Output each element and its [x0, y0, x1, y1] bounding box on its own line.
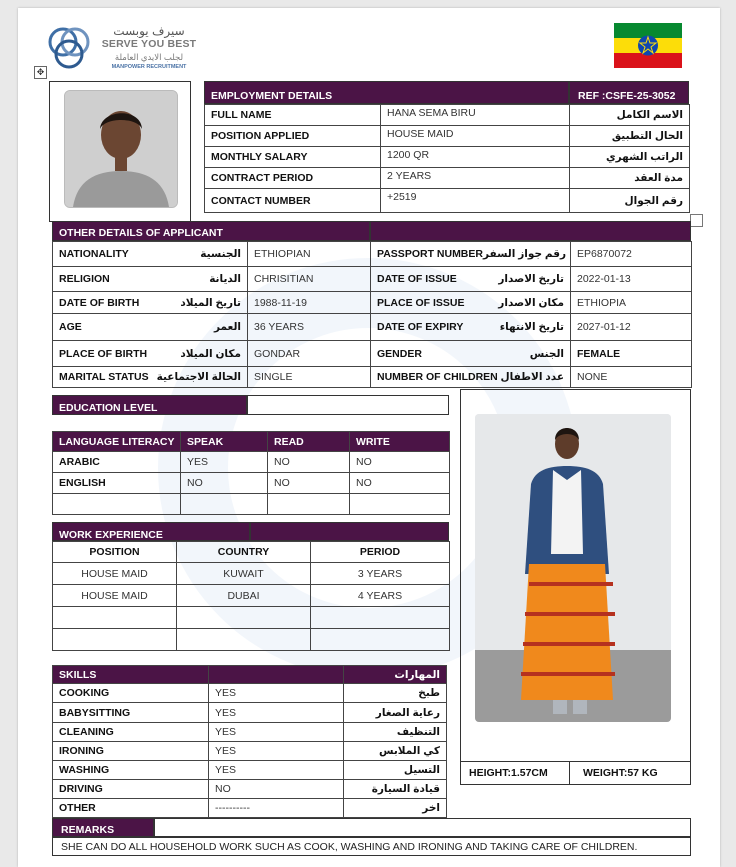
skill-name: BABYSITTING [53, 703, 209, 723]
full-body-image [475, 414, 671, 722]
other-details-table [52, 241, 692, 388]
field-value: HOUSE MAID [381, 126, 570, 147]
work-cell: HOUSE MAID [53, 563, 177, 585]
field-label-pair [53, 341, 248, 367]
field-label: FULL NAME [205, 105, 381, 126]
field-label-arabic: الجنسية [200, 248, 241, 260]
work-cell: KUWAIT [177, 563, 311, 585]
remarks-text: SHE CAN DO ALL HOUSEHOLD WORK SUCH AS COOK, WASHING AND IRONING AND TAKING CARE OF CHILDREN. [52, 837, 691, 856]
skill-row [53, 684, 447, 703]
skill-value: YES [209, 684, 344, 703]
field-label: POSITION APPLIED [205, 126, 381, 147]
employment-details-table [204, 104, 690, 213]
field-label: GENDER [377, 347, 422, 360]
skills-header-row [53, 666, 447, 684]
weight-value: WEIGHT:57 KG [583, 767, 658, 779]
work-cell [53, 629, 177, 651]
field-label-pair [371, 242, 571, 267]
field-value: 2027-01-12 [571, 314, 692, 341]
work-header-row [53, 542, 450, 563]
language-value: NO [181, 473, 268, 494]
skill-name: OTHER [53, 799, 209, 818]
work-experience-header-right [250, 522, 449, 541]
logo-tagline: MANPOWER RECRUITMENT [111, 64, 187, 70]
field-label: RELIGION [59, 273, 110, 285]
education-level-value [247, 395, 449, 415]
portrait-photo [64, 90, 178, 208]
employment-row [205, 168, 690, 189]
work-cell: 3 YEARS [311, 563, 450, 585]
column-header: COUNTRY [177, 542, 311, 563]
work-cell [311, 629, 450, 651]
field-value: HANA SEMA BIRU [381, 105, 570, 126]
table-move-handle-icon[interactable]: ✥ [34, 66, 47, 79]
language-value: NO [350, 473, 450, 494]
employment-details-header: EMPLOYMENT DETAILS [204, 81, 569, 104]
field-label-arabic: مكان الميلاد [180, 347, 241, 360]
skill-name-arabic: التسيل [344, 761, 447, 780]
skill-name: IRONING [53, 742, 209, 761]
field-value: ETHIOPIA [571, 292, 692, 314]
field-label-arabic: تاريخ الانتهاء [499, 321, 564, 333]
skill-row [53, 742, 447, 761]
skill-value: ---------- [209, 799, 344, 818]
full-body-photo [475, 414, 671, 722]
language-value [350, 494, 450, 515]
reference-number: REF :CSFE-25-3052 [569, 81, 689, 104]
language-value [268, 494, 350, 515]
column-header: READ [268, 432, 350, 452]
field-value: EP6870072 [571, 242, 692, 267]
language-value: NO [268, 473, 350, 494]
work-experience-table [52, 541, 450, 651]
skill-value: YES [209, 723, 344, 742]
field-value: FEMALE [571, 341, 692, 367]
skill-name-arabic: رعاية الصغار [344, 703, 447, 723]
language-row [53, 473, 450, 494]
field-label-pair [53, 367, 248, 388]
work-row [53, 585, 450, 607]
field-label-arabic: تاريخ الميلاد [180, 296, 241, 309]
field-value: ETHIOPIAN [248, 242, 371, 267]
work-cell [53, 607, 177, 629]
skill-row [53, 799, 447, 818]
field-label-pair [371, 267, 571, 292]
column-header: LANGUAGE LITERACY [53, 432, 181, 452]
company-logo [46, 24, 206, 74]
field-value: NONE [571, 367, 692, 388]
column-header: SPEAK [181, 432, 268, 452]
logo-mark-icon [46, 24, 92, 72]
field-label: PASSPORT NUMBER [377, 248, 483, 260]
language-row [53, 494, 450, 515]
employment-row [205, 147, 690, 168]
document-page [18, 8, 720, 867]
height-value: HEIGHT:1.57CM [469, 767, 548, 779]
work-cell [177, 607, 311, 629]
column-header: WRITE [350, 432, 450, 452]
language-literacy-table [52, 431, 450, 515]
field-label-pair [53, 267, 248, 292]
field-label-arabic: مكان الاصدار [498, 296, 564, 309]
field-value: 1200 QR [381, 147, 570, 168]
other-details-row [53, 341, 692, 367]
work-cell: HOUSE MAID [53, 585, 177, 607]
work-experience-header: WORK EXPERIENCE [52, 522, 250, 541]
field-label-arabic: الراتب الشهري [570, 147, 690, 168]
skill-value: NO [209, 780, 344, 799]
field-label-arabic: عدد الاطفال [500, 371, 564, 383]
language-value: NO [268, 452, 350, 473]
field-label: NUMBER OF CHILDREN [377, 371, 498, 383]
table-resize-handle[interactable] [690, 214, 703, 227]
skills-header-spacer [209, 666, 344, 684]
field-value: GONDAR [248, 341, 371, 367]
field-label-arabic: الحالة الاجتماعية [156, 371, 241, 383]
language-name: ENGLISH [53, 473, 181, 494]
column-header: PERIOD [311, 542, 450, 563]
field-label-pair [53, 292, 248, 314]
employment-row [205, 126, 690, 147]
logo-name: SERVE YOU BEST [101, 38, 197, 50]
field-label-pair [53, 314, 248, 341]
skill-row [53, 761, 447, 780]
field-label: DATE OF ISSUE [377, 273, 457, 285]
work-cell [177, 629, 311, 651]
field-label-arabic: رقم جواز السفر [482, 248, 567, 260]
skill-name: COOKING [53, 684, 209, 703]
work-cell: 4 YEARS [311, 585, 450, 607]
language-header-row [53, 432, 450, 452]
skill-row [53, 703, 447, 723]
language-value: NO [350, 452, 450, 473]
flag-icon [614, 23, 682, 68]
field-label: CONTRACT PERIOD [205, 168, 381, 189]
field-label: AGE [59, 321, 82, 333]
language-name [53, 494, 181, 515]
field-label-arabic: مدة العقد [570, 168, 690, 189]
field-label-arabic: رقم الجوال [570, 189, 690, 213]
skill-name-arabic: كي الملابس [344, 742, 447, 761]
field-label-pair [371, 314, 571, 341]
field-label-arabic: الحال التطبيق [570, 126, 690, 147]
field-value: 1988-11-19 [248, 292, 371, 314]
column-header: POSITION [53, 542, 177, 563]
skill-value: YES [209, 761, 344, 780]
skill-name: DRIVING [53, 780, 209, 799]
language-value [181, 494, 268, 515]
logo-arabic-text: سيرف يوبست [113, 24, 185, 38]
skills-table [52, 665, 447, 818]
field-label: NATIONALITY [59, 248, 129, 260]
field-label: MARITAL STATUS [59, 371, 149, 383]
field-label-arabic: الجنس [529, 347, 564, 360]
field-label-pair [371, 367, 571, 388]
field-label-arabic: الاسم الكامل [570, 105, 690, 126]
full-body-photo-frame [460, 389, 691, 785]
field-label-pair [371, 292, 571, 314]
other-details-row [53, 367, 692, 388]
field-value: 36 YEARS [248, 314, 371, 341]
other-details-row [53, 314, 692, 341]
skill-name: CLEANING [53, 723, 209, 742]
field-value: SINGLE [248, 367, 371, 388]
field-label-arabic: الديانة [209, 273, 241, 285]
field-value: CHRISITIAN [248, 267, 371, 292]
skill-name-arabic: التنظيف [344, 723, 447, 742]
field-label: CONTACT NUMBER [205, 189, 381, 213]
logo-arabic-sub: لجلب الايدي العاملة [114, 52, 184, 62]
other-details-row [53, 267, 692, 292]
field-label-arabic: العمر [213, 321, 241, 333]
skills-header: SKILLS [53, 666, 209, 684]
education-level-label: EDUCATION LEVEL [52, 395, 247, 415]
language-row [53, 452, 450, 473]
work-row [53, 629, 450, 651]
other-details-row [53, 242, 692, 267]
language-name: ARABIC [53, 452, 181, 473]
field-label-pair [371, 341, 571, 367]
other-details-header: OTHER DETAILS OF APPLICANT [52, 221, 370, 241]
field-label-arabic: تاريخ الاصدار [498, 273, 564, 285]
field-value: 2022-01-13 [571, 267, 692, 292]
work-cell [311, 607, 450, 629]
employment-row [205, 189, 690, 213]
portrait-photo-frame [49, 81, 191, 222]
field-label: MONTHLY SALARY [205, 147, 381, 168]
field-label: PLACE OF BIRTH [59, 347, 148, 360]
field-label: DATE OF BIRTH [59, 296, 140, 309]
remarks-header: REMARKS [52, 818, 154, 837]
field-label-pair [53, 242, 248, 267]
skill-value: YES [209, 703, 344, 723]
employment-row [205, 105, 690, 126]
work-row [53, 607, 450, 629]
skill-row [53, 780, 447, 799]
skill-name-arabic: طبخ [344, 684, 447, 703]
skill-row [53, 723, 447, 742]
skills-header-arabic: المهارات [344, 666, 447, 684]
field-value: +2519 [381, 189, 570, 213]
work-cell: DUBAI [177, 585, 311, 607]
field-label: DATE OF EXPIRY [377, 321, 464, 333]
other-details-header-right [370, 221, 691, 241]
skill-name: WASHING [53, 761, 209, 780]
field-value: 2 YEARS [381, 168, 570, 189]
other-details-row [53, 292, 692, 314]
portrait-image [65, 91, 177, 207]
language-value: YES [181, 452, 268, 473]
field-label: PLACE OF ISSUE [377, 296, 465, 309]
remarks-header-right [154, 818, 691, 837]
skill-value: YES [209, 742, 344, 761]
work-row [53, 563, 450, 585]
skill-name-arabic: اخر [344, 799, 447, 818]
skill-name-arabic: قيادة السيارة [344, 780, 447, 799]
ethiopia-flag [614, 23, 682, 68]
